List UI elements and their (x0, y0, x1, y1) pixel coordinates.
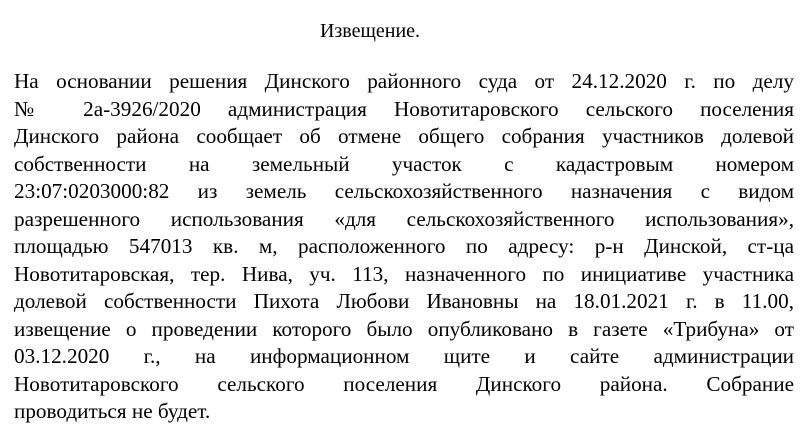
body-line: долевой собственности Пихота Любови Ивановны на 18.01.2021 г. в 11.00, (14, 289, 794, 313)
document-title: Извещение. (319, 20, 421, 42)
document-body (14, 68, 794, 426)
body-line: проводиться не будет. (14, 399, 211, 423)
body-line: 23:07:0203000:82 из земель сельскохозяйственного назначения с видом (14, 179, 794, 203)
body-line: № 2а-3926/2020 администрация Новотитаровского сельского поселения (14, 96, 794, 121)
body-line: извещение о проведении которого было опубликовано в газете «Трибуна» от (14, 316, 794, 341)
body-line: площадью 547013 кв. м, расположенного по адресу: р-н Динской, ст-ца (14, 234, 794, 258)
body-line: собственности на земельный участок с кадастровым номером (14, 151, 794, 176)
body-line: Новотитаровского сельского поселения Динского района. Собрание (14, 371, 794, 396)
body-line: 03.12.2020 г., на информационном щите и сайте администрации (14, 344, 794, 368)
body-line: Новотитаровская, тер. Нива, уч. 113, назначенного по инициативе участника (14, 261, 794, 286)
body-line: На основании решения Динского районного суда от 24.12.2020 г. по делу (14, 69, 794, 93)
body-line: разрешенного использования «для сельскохозяйственного использования», (14, 206, 794, 231)
body-line: Динского района сообщает об отмене общего собрания участников долевой (14, 124, 794, 148)
